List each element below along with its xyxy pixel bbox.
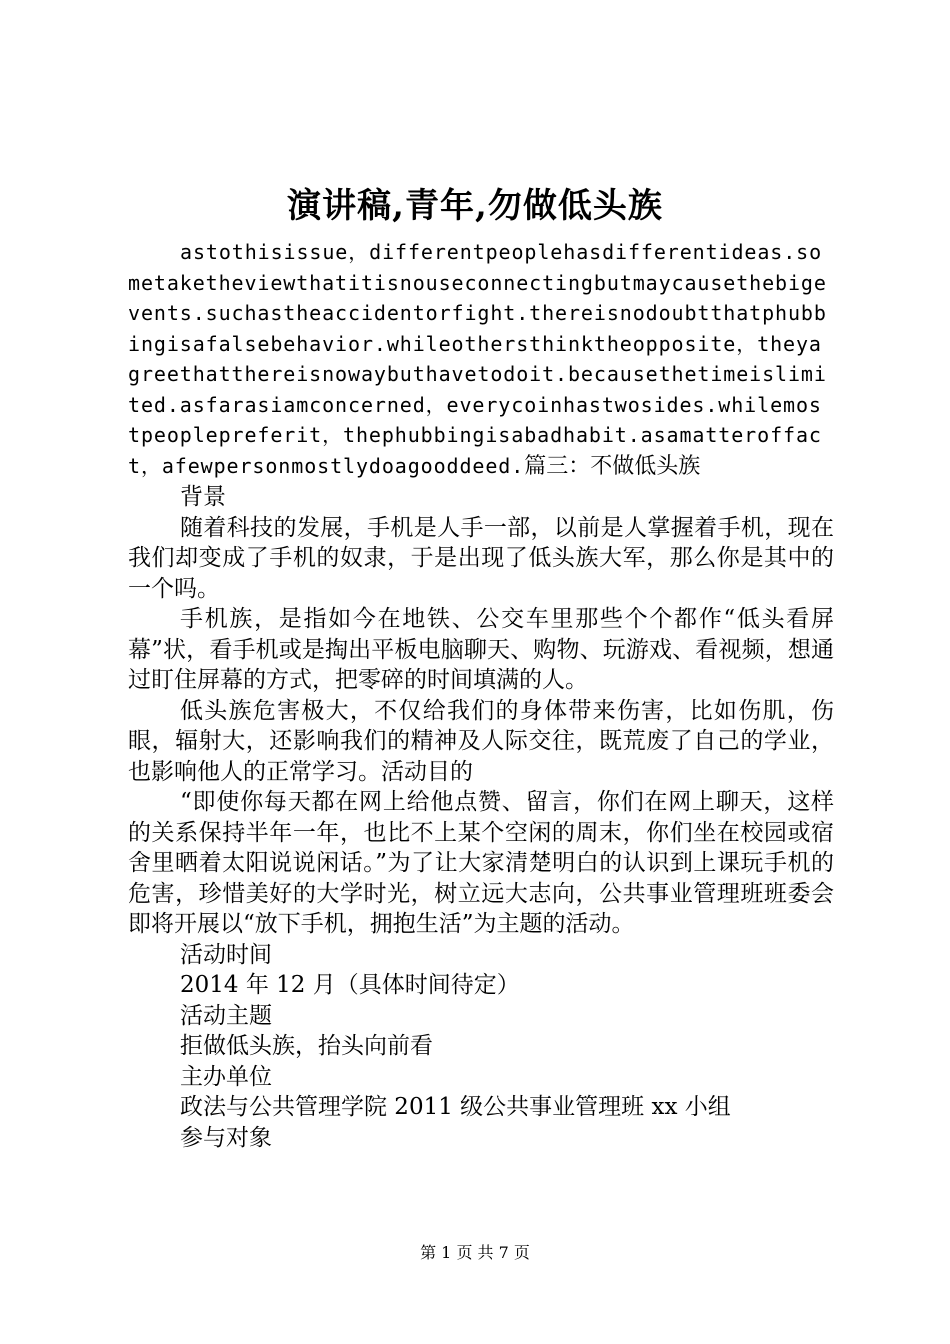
paragraph-1: 随着科技的发展，手机是人手一部，以前是人掌握着手机，现在我们却变成了手机的奴隶，于是出现了低头族大军，那么你是其中的一个吗。: [128, 514, 834, 602]
organizer-value: 政法与公共管理学院 2011 级公共事业管理班 xx 小组: [180, 1094, 731, 1120]
heading-organizer: 主办单位: [180, 1063, 272, 1090]
document-body: [128, 237, 834, 1153]
paragraph-2: 手机族，是指如今在地铁、公交车里那些个个都作“低头看屏幕”状，看手机或是掏出平板电脑聊天、购物、玩游戏、看视频，想通过盯住屏幕的方式，把零碎的时间填满的人。: [128, 606, 834, 693]
intro-chinese-tail: 篇三：不做低头族: [524, 453, 701, 479]
page-footer: 第 1 页 共 7 页: [420, 1243, 530, 1262]
paragraph-4: “即使你每天都在网上给他点赞、留言，你们在网上聊天，这样的关系保持半年一年，也比不上某个空闲的周末，你们坐在校园或宿舍里晒着太阳说说闲话。”为了让大家清楚明白的认识到上课玩手机的危害，珍惜美好的大学时光，树立远大志向，公共事业管理班班委会即将开展以“放下手机，拥抱生活”为主题的活动。: [128, 789, 834, 937]
heading-time: 活动时间: [180, 941, 272, 968]
heading-theme: 活动主题: [180, 1002, 272, 1029]
paragraph-3: 低头族危害极大，不仅给我们的身体带来伤害，比如伤肌，伤眼，辐射大，还影响我们的精神及人际交往，既荒废了自己的学业，也影响他人的正常学习。活动目的: [128, 697, 834, 785]
intro-paragraph: [128, 237, 834, 482]
document-title: 演讲稿,青年,勿做低头族: [287, 186, 663, 226]
theme-value: 拒做低头族，抬头向前看: [180, 1033, 433, 1059]
time-value: 2014 年 12 月（具体时间待定）: [180, 972, 520, 998]
intro-english-text: astothisissue，differentpeoplehasdifferentideas.sometaketheviewthatitisnouseconnectingbutmaycausethebigevents.suchastheaccidentorfight.thereisnodoubtthatphubbingisafalsebehavior.whileothersthinktheopposite，theyagreethatthereisnowaybuthavetodoit.becausethetimeislimited.asfarasiamconcerned，everycoinhastwosides.whilemostpeoplepreferit，thephubbingisabadhabit.asamatteroffact，afewpersonmostlydoagooddeed.: [128, 240, 827, 478]
heading-participants: 参与对象: [180, 1124, 272, 1151]
heading-background: 背景: [180, 484, 226, 510]
